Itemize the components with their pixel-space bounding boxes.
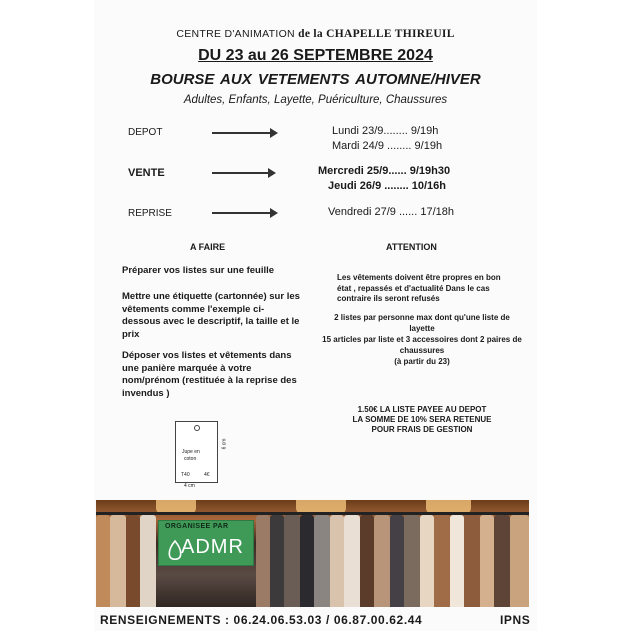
tag-line2: coton: [184, 456, 197, 462]
centre-prefix: CENTRE D'ANIMATION: [176, 28, 295, 40]
garment: [344, 515, 360, 607]
vente-line1: Mercredi 25/9...... 9/19h30: [318, 165, 451, 177]
depot-line2: Mardi 24/9 ........ 9/19h: [332, 140, 443, 152]
tag-line1: Jupe en: [182, 449, 200, 455]
garment: [494, 515, 510, 607]
garment: [330, 515, 344, 607]
tag-height-dim: 6 cm: [221, 438, 228, 450]
garment: [360, 515, 374, 607]
afaire-title: A FAIRE: [190, 242, 226, 252]
attention-p3a: 1.50€ LA LISTE PAYEE AU DEPOT: [357, 405, 487, 414]
garment: [450, 515, 464, 607]
garment: [110, 515, 126, 607]
garment: [434, 515, 450, 607]
attention-p1: Les vêtements doivent être propres en bon état , repassés et d'actualité Dans le cas contraire ils seront refusés: [337, 273, 501, 303]
reprise-label: REPRISE: [128, 208, 172, 219]
organiser-badge: [158, 520, 254, 566]
garment: [256, 515, 270, 607]
event-dates: DU 23 au 26 SEPTEMBRE 2024: [198, 47, 433, 64]
categories: Adultes, Enfants, Layette, Puériculture, Chaussures: [183, 94, 448, 106]
garment: [374, 515, 390, 607]
event-title: BOURSE AUX VETEMENTS AUTOMNE/HIVER: [150, 71, 481, 88]
tag-width-dim: 4 cm: [184, 483, 195, 489]
garment: [96, 515, 110, 607]
depot-line1: Lundi 23/9........ 9/19h: [332, 125, 439, 137]
afaire-p3: Déposer vos listes et vêtements dans une panière marquée à votre nom/prénom (restituée à la reprise des invendus ): [122, 350, 297, 399]
attention-p2b: 15 articles par liste et 3 accessoires dont 2 paires de chaussures: [322, 335, 522, 355]
garment: [464, 515, 480, 607]
contact-line: RENSEIGNEMENTS : 06.24.06.53.03 / 06.87.00.62.44: [100, 613, 423, 627]
tag-hole-icon: [194, 425, 200, 431]
ipns-label: IPNS: [500, 613, 531, 627]
garment: [300, 515, 314, 607]
vente-line2: Jeudi 26/9 ........ 10/16h: [328, 180, 447, 192]
attention-p2a: 2 listes par personne max dont qu'une liste de layette: [334, 313, 510, 333]
garment: [420, 515, 434, 607]
garment: [480, 515, 494, 607]
attention-p3c: POUR FRAIS DE GESTION: [371, 425, 473, 434]
garment: [140, 515, 156, 607]
admr-logo: ADMR: [181, 536, 244, 558]
garment: [126, 515, 140, 607]
centre-name: de la CHAPELLE THIREUIL: [298, 28, 455, 40]
garment: [314, 515, 330, 607]
attention-p2c: (à partir du 23): [394, 357, 450, 366]
tag-size: T40: [181, 472, 190, 478]
afaire-p2: Mettre une étiquette (cartonnée) sur les vêtements comme l'exemple ci-dessous avec le descriptif, la taille et le prix: [122, 291, 300, 340]
price-tag-example: [175, 421, 218, 483]
garment: [404, 515, 420, 607]
garment: [390, 515, 404, 607]
afaire-p1: Préparer vos listes sur une feuille: [122, 265, 275, 276]
organised-by-label: ORGANISEE PAR: [165, 523, 229, 530]
depot-arrow-icon: [212, 132, 276, 134]
garment: [510, 515, 529, 607]
reprise-line1: Vendredi 27/9 ...... 17/18h: [328, 206, 454, 218]
garment: [270, 515, 284, 607]
depot-label: DEPOT: [128, 127, 163, 138]
centre-line: [94, 28, 537, 40]
vente-arrow-icon: [212, 172, 274, 174]
reprise-arrow-icon: [212, 212, 276, 214]
garment: [284, 515, 300, 607]
tag-price: 4€: [204, 472, 210, 478]
vente-label: VENTE: [128, 167, 165, 179]
attention-title: ATTENTION: [386, 242, 437, 252]
attention-p3b: LA SOMME DE 10% SERA RETENUE: [352, 415, 492, 424]
